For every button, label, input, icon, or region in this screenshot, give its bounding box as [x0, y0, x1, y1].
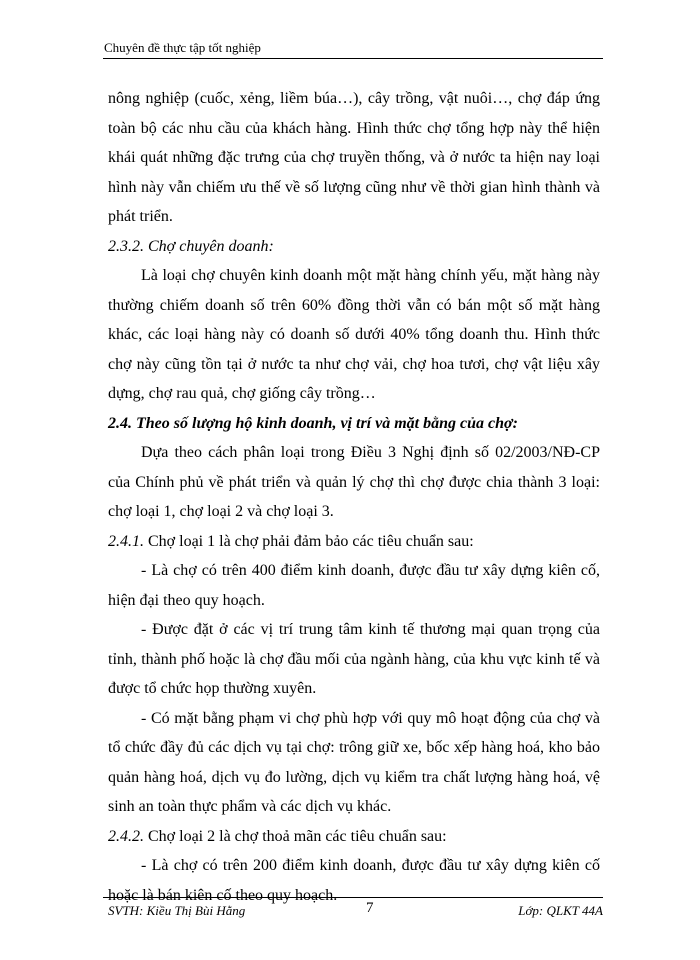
paragraph-specialized-market: Là loại chợ chuyên kinh doanh một mặt hàng chính yếu, mặt hàng này thường chiếm doanh số trên 60% đồng thời vẫn có bán một số mặt hàng khác, các loại hàng này có doanh số dưới 40% tổng doanh thu. Hình thức chợ này cũng tồn tại ở nước ta như chợ vải, chợ hoa tươi, chợ vật liệu xây dựng, chợ rau quả, chợ giống cây trồng…: [108, 267, 600, 402]
heading-2-4-2-text: Chợ loại 2 là chợ thoả mãn các tiêu chuẩn sau:: [144, 827, 447, 845]
bullet-200-points: - Là chợ có trên 200 điểm kinh doanh, được đầu tư xây dựng kiên cố hoặc là bán kiên cố theo quy hoạch.: [108, 857, 600, 904]
heading-2-4-2-number: 2.4.2.: [108, 827, 144, 845]
bullet-central-location: - Được đặt ở các vị trí trung tâm kinh tế thương mại quan trọng của tỉnh, thành phố hoặc là chợ đầu mối của ngành hàng, của khu vực kinh tế và được tổ chức họp thường xuyên.: [108, 621, 600, 697]
bullet-services: - Có mặt bằng phạm vi chợ phù hợp với quy mô hoạt động của chợ và tổ chức đầy đủ các dịch vụ tại chợ: trông giữ xe, bốc xếp hàng hoá, kho bảo quản hàng hoá, dịch vụ đo lường, dịch vụ kiểm tra chất lượng hàng hoá, vệ sinh an toàn thực phẩm và các dịch vụ khác.: [108, 709, 600, 815]
page-number: 7: [366, 900, 374, 916]
footer-class: Lớp: QLKT 44A: [518, 903, 603, 918]
footer-divider: [103, 897, 603, 898]
heading-2-4: 2.4. Theo số lượng hộ kinh doanh, vị trí và mặt bằng của chợ:: [108, 414, 518, 432]
running-header: Chuyên đề thực tập tốt nghiệp: [104, 40, 261, 55]
bullet-400-points: - Là chợ có trên 400 điểm kinh doanh, được đầu tư xây dựng kiên cố, hiện đại theo quy hoạch.: [108, 562, 600, 609]
header-divider: [103, 58, 603, 59]
footer-student: SVTH: Kiều Thị Bùi Hằng: [108, 903, 246, 918]
heading-2-3-2: 2.3.2. Chợ chuyên doanh:: [108, 237, 274, 255]
heading-2-4-1-text: Chợ loại 1 là chợ phải đảm bảo các tiêu chuẩn sau:: [144, 532, 474, 550]
heading-2-4-1: [108, 527, 600, 557]
paragraph-market-general-cont: nông nghiệp (cuốc, xẻng, liềm búa…), cây trồng, vật nuôi…, chợ đáp ứng toàn bộ các nhu cầu của khách hàng. Hình thức chợ tổng hợp này thể hiện khái quát những đặc trưng của chợ truyền thống, và ở nước ta hiện nay loại hình này vẫn chiếm ưu thế về số lượng cũng như về thời gian hình thành và phát triển.: [108, 90, 600, 225]
heading-2-4-2: [108, 822, 600, 852]
document-body: [108, 84, 600, 910]
heading-2-4-1-number: 2.4.1.: [108, 532, 144, 550]
paragraph-decree-classification: Dựa theo cách phân loại trong Điều 3 Nghị định số 02/2003/NĐ-CP của Chính phủ về phát triển và quản lý chợ thì chợ được chia thành 3 loại: chợ loại 1, chợ loại 2 và chợ loại 3.: [108, 444, 600, 520]
